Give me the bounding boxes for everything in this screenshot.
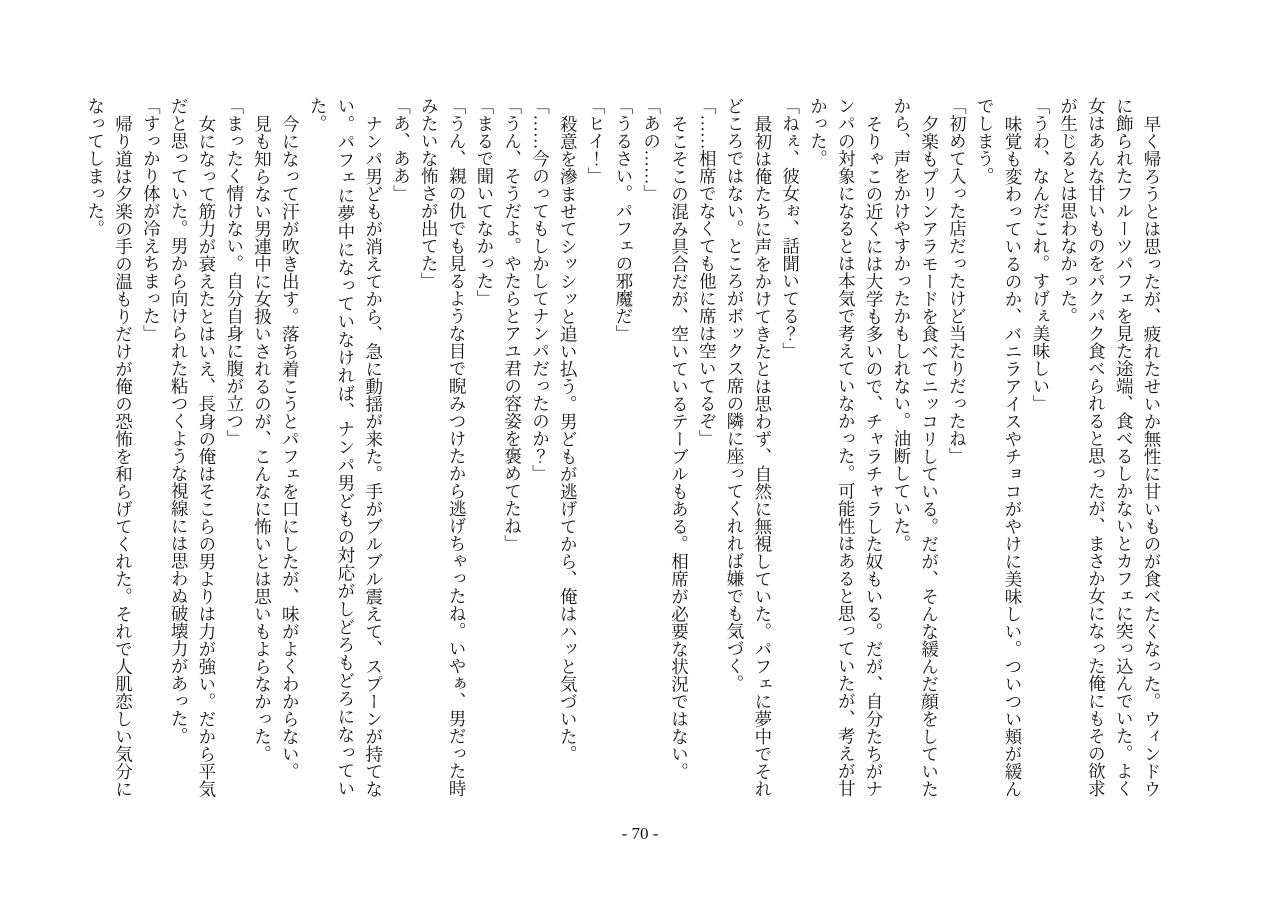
paragraph: 「あ、ああ」 [391, 97, 412, 202]
page-text [81, 97, 1165, 797]
paragraph: 「……相席でなくても他に席は空いてるぞ」 [697, 97, 718, 447]
paragraph: 帰り道は夕楽の手の温もりだけが俺の恐怖を和らげてくれた。それで人肌恋しい気分になってしまった。 [85, 97, 134, 797]
paragraph: 「うん、親の仇でも見るような目で睨みつけたから逃げちゃったね。いやぁ、男だった時みたいな怖さが出てた」 [419, 97, 468, 797]
paragraph: 女になって筋力が衰えたとはいえ、長身の俺はそこらの男よりは力が強い。だから平気だと思っていた。男から向けられた粘つくような視線には思わぬ破壊力があった。 [169, 97, 217, 797]
paragraph: 「あの……」 [641, 97, 662, 202]
paragraph: そりゃこの近くには大学も多いので、チャラチャラした奴もいる。だが、自分たちがナンパの対象になるとは本気で考えていなかった。可能性はあると思っていたが、考えが甘かった。 [808, 97, 885, 797]
paragraph: 「うわ、なんだこれ。すげぇ美味しい」 [1030, 97, 1051, 412]
paragraph: 「うるさい。パフェの邪魔だ」 [613, 97, 634, 342]
paragraph: 夕楽もプリンアラモードを食べてニッコリしている。だが、そんな緩んだ顔をしていたから、声をかけやすかったかもしれない。油断していた。 [891, 97, 940, 797]
paragraph: 「うん、そうだよ。やたらとアユ君の容姿を褒めてたね」 [502, 97, 523, 552]
paragraph: 最初は俺たちに声をかけてきたとは思わず、自然に無視していた。パフェに夢中でそれどころではない。ところがボックス席の隣に座ってくれれば嫌でも気づく。 [725, 97, 773, 797]
page-number: - 70 - [621, 824, 659, 843]
paragraph: 「……今のってもしかしてナンパだったのか？」 [530, 97, 551, 482]
paragraph: 「ヒイ！」 [586, 97, 607, 185]
paragraph: 今になって汗が吹き出す。落ち着こうとパフェを口にしたが、味がよくわからない。 [280, 114, 301, 780]
paragraph: ナンパ男どもが消えてから、急に動揺が来た。手がブルブル震えて、スプーンが持てない。パフェに夢中になっていなければ、ナンパ男どもの対応がしどろもどろになっていた。 [308, 97, 384, 797]
paragraph: 「すっかり体が冷えちまった」 [141, 97, 162, 342]
paragraph: 早く帰ろうとは思ったが、疲れたせいか無性に甘いものが食べたくなった。ウィンドウに飾られたフルーツパフェを見た途端、食べるしかないとカフェに突っ込んでいた。よく女はあんな甘いものをパクパク食べられると思ったが、まさか女になった俺にもその欲求が生じるとは思わなかった。 [1058, 97, 1162, 797]
paragraph: 殺意を滲ませてシッシッと追い払う。男どもが逃げてから、俺はハッと気づいた。 [558, 114, 579, 762]
paragraph: 「まるで聞いてなかった」 [474, 97, 495, 307]
paragraph: 「初めて入った店だったけど当たりだったね」 [947, 97, 968, 465]
paragraph: 「ねぇ、彼女ぉ、話聞いてる？」 [780, 97, 801, 360]
paragraph: 見も知らない男連中に女扱いされるのが、こんなに怖いとは思いもよらなかった。 [252, 114, 273, 762]
paragraph: 味覚も変わっているのか、バニラアイスやチョコがやけに美味しい。ついつい頬が緩んでしまう。 [975, 97, 1024, 797]
paragraph: 「まったく情けない。自分自身に腹が立つ」 [224, 97, 245, 447]
paragraph: そこそこの混み具合だが、空いているテーブルもある。相席が必要な状況ではない。 [669, 114, 690, 780]
